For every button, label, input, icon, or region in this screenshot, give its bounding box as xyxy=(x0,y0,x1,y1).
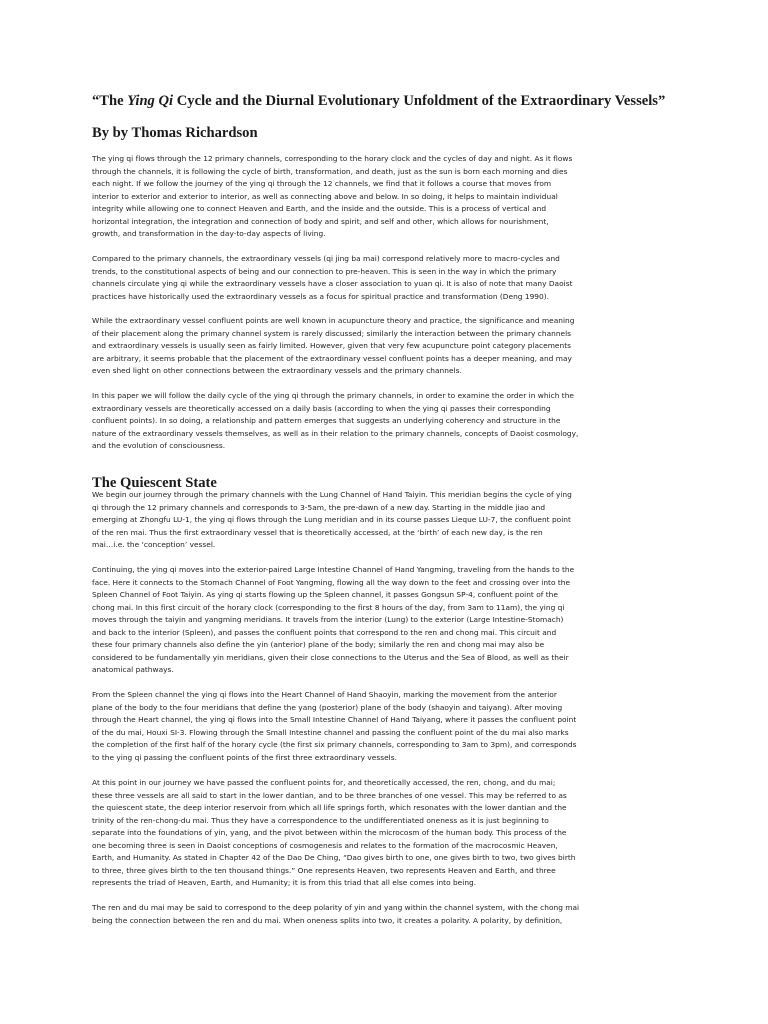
paragraph-extraordinary-vessels xyxy=(92,253,732,303)
paragraph-line: qi through the 12 primary channels and corresponds to 3-5am, the pre-dawn of a new day. Starting in the middle jiao and xyxy=(92,502,546,512)
paragraph-line: the quiescent state, the deep interior reservoir from which all life springs forth, which resonates with the lower dantian and the xyxy=(92,803,567,812)
paragraph-line: confluent points). In so doing, a relationship and pattern emerges that suggests an underlying coherency and structure in the xyxy=(92,416,561,425)
paragraph-line: to three, three gives birth to the ten thousand things.” One represents Heaven, two represents Heaven and Earth, and three xyxy=(92,865,556,875)
paragraph-line: Continuing, the ying qi moves into the exterior-paired Large Intestine Channel of Hand Yangming, traveling from the hands to the xyxy=(92,565,575,574)
paragraph-line: anatomical pathways. xyxy=(92,665,174,674)
title-text-start: “The xyxy=(92,93,128,109)
paragraph-line: through the Heart channel, the ying qi flows into the Small Intestine Channel of Hand Taiyang, where it passes the confluent point xyxy=(92,715,577,724)
paragraph-intro-ying-qi xyxy=(92,153,732,241)
paragraph-line: nature of the extraordinary vessels themselves, as well as in their relation to the primary channels, concepts of Daoist cosmology, xyxy=(92,428,579,438)
paragraph-line: practices have historically used the extraordinary vessels as a focus for spiritual practice and transformation (Deng 1990). xyxy=(92,291,550,301)
paragraph-line: Earth, and Humanity. As stated in Chapter 42 of the Dao De Ching, “Dao gives birth to one, one gives birth to two, two gives birth xyxy=(92,853,576,862)
paragraph-line: of their placement along the primary channel system is rarely discussed; similarly the interaction between the primary channels xyxy=(92,328,572,338)
paragraph-line: We begin our journey through the primary channels with the Lung Channel of Hand Taiyin. This meridian begins the cycle of ying xyxy=(92,490,572,499)
paragraph-line: of the du mai, Houxi SI-3. Flowing through the Small Intestine channel and passing the confluent point of the du mai also marks xyxy=(92,727,569,737)
paragraph-line: even shed light on other connections between the extraordinary vessels and the primary channels. xyxy=(92,366,462,375)
paragraph-quiescent-state xyxy=(92,777,732,890)
paragraph-line: these four primary channels also define the yin (anterior) plane of the body; similarly the ren and chong mai may also be xyxy=(92,640,545,649)
paragraph-line: chong mai. In this first circuit of the horary clock (corresponding to the first 8 hours of the day, from 3am to 11am), the ying qi xyxy=(92,602,565,612)
paragraph-line: are arbitrary, it seems probable that the placement of the extraordinary vessel confluent points has a deeper meaning, and may xyxy=(92,353,572,363)
paragraph-line: mai…i.e. the ‘conception’ vessel. xyxy=(92,540,216,549)
paragraph-line: each night. If we follow the journey of the ying qi through the 12 channels, we find that it follows a course that moves from xyxy=(92,179,552,188)
paragraph-line: From the Spleen channel the ying qi flows into the Heart Channel of Hand Shaoyin, marking the movement from the anterior xyxy=(92,690,557,699)
paragraph-line: In this paper we will follow the daily cycle of the ying qi through the primary channels, in order to examine the order in which the xyxy=(92,391,574,400)
paragraph-line: While the extraordinary vessel confluent points are well known in acupuncture theory and practice, the significance and meaning xyxy=(92,316,575,325)
paragraph-line: face. Here it connects to the Stomach Channel of Foot Yangming, flowing all the way down to the feet and crossing over into the xyxy=(92,577,571,587)
author-byline: By by Thomas Richardson xyxy=(92,125,258,141)
paragraph-line: trinity of the ren-chong-du mai. Thus they have a correspondence to the undifferentiated oneness as it is just beginning to xyxy=(92,815,549,825)
paragraph-line: extraordinary vessels are theoretically accessed on a daily basis (according to when the ying qi passes their corresponding xyxy=(92,403,551,413)
paragraph-line: The ren and du mai may be said to correspond to the deep polarity of yin and yang within the channel system, with the chong mai xyxy=(92,903,580,912)
paragraph-ren-du-polarity xyxy=(92,902,732,927)
paragraph-paper-scope xyxy=(92,390,732,453)
paragraph-line: through the channels, it is following the cycle of birth, transformation, and death, just as the sun is born each morning and dies xyxy=(92,166,568,176)
title-text-end: Cycle and the Diurnal Evolutionary Unfoldment of the Extraordinary Vessels” xyxy=(173,93,666,109)
paragraph-line: trends, to the constitutional aspects of being and our connection to pre-heaven. This is seen in the way in which the primary xyxy=(92,266,557,276)
paragraph-line: emerging at Zhongfu LU-1, the ying qi flows through the Lung meridian and in its course passes Lieque LU-7, the confluent point xyxy=(92,515,571,524)
paragraph-line: separate into the foundations of yin, yang, and the pivot between within the microcosm of the human body. This process of the xyxy=(92,828,567,837)
paragraph-line: to the ying qi passing the confluent points of the first three extraordinary vessels. xyxy=(92,752,397,762)
paragraph-line: of the ren mai. Thus the first extraordinary vessel that is theoretically accessed, at the ‘birth’ of each new day, is the ren xyxy=(92,527,543,537)
paragraph-line: and the evolution of consciousness. xyxy=(92,441,226,450)
paragraph-confluent-points xyxy=(92,315,732,378)
section-heading: The Quiescent State xyxy=(92,475,217,491)
paragraph-first-circuit xyxy=(92,564,732,677)
title-italic-term: Ying Qi xyxy=(127,93,174,109)
paragraph-heart-channel xyxy=(92,689,732,764)
paragraph-line: moves through the taiyin and yangming meridians. It travels from the interior (Lung) to the exterior (Large Intestine-Stomach) xyxy=(92,615,564,624)
paragraph-line: growth, and transformation in the day-to-day aspects of living. xyxy=(92,229,326,238)
paragraph-line: Compared to the primary channels, the extraordinary vessels (qi jing ba mai) correspond relatively more to macro-cycles and xyxy=(92,254,560,263)
paragraph-lung-channel xyxy=(92,489,732,552)
document-title xyxy=(92,92,732,110)
paragraph-line: The ying qi flows through the 12 primary channels, corresponding to the horary clock and the cycles of day and night. As it flows xyxy=(92,154,573,163)
paragraph-line: represents the triad of Heaven, Earth, and Humanity; it is from this triad that all else comes into being. xyxy=(92,878,477,887)
paragraph-line: integrity while allowing one to connect Heaven and Earth, and the inside and the outside. This is a process of vertical and xyxy=(92,204,547,213)
paragraph-line: and back to the interior (Spleen), and passes the confluent points that correspond to the ren and chong mai. This circuit and xyxy=(92,627,557,637)
paragraph-line: one becoming three is seen in Daoist conceptions of cosmogenesis and relates to the formation of the macrocosmic Heaven, xyxy=(92,840,558,850)
paragraph-line: At this point in our journey we have passed the confluent points for, and theoretically accessed, the ren, chong, and du mai; xyxy=(92,778,556,787)
paragraph-line: plane of the body to the four meridians that define the yang (posterior) plane of the body (shaoyin and taiyang). After moving xyxy=(92,702,563,712)
paragraph-line: channels circulate ying qi while the extraordinary vessels have a closer association to yuan qi. It is also of note that many Daoist xyxy=(92,279,573,288)
paragraph-line: the completion of the first half of the horary cycle (the first six primary channels, corresponding to 3am to 3pm), and corresponds xyxy=(92,740,577,749)
paragraph-line: these three vessels are all said to start in the lower dantian, and to be three branches of one vessel. This may be referred to as xyxy=(92,790,567,800)
paragraph-line: horizontal integration, the integration and connection of body and spirit, and self and other, which allows for nourishment, xyxy=(92,216,549,226)
paragraph-line: being the connection between the ren and du mai. When oneness splits into two, it creates a polarity. A polarity, by definition, xyxy=(92,915,563,925)
paragraph-line: interior to exterior and exterior to interior, as well as connecting above and below. In so doing, it helps to maintain individual xyxy=(92,191,558,201)
paragraph-line: considered to be fundamentally yin meridians, given their close connections to the Uterus and the Sea of Blood, as well as their xyxy=(92,652,569,662)
paragraph-line: Spleen Channel of Foot Taiyin. As ying qi starts flowing up the Spleen channel, it passes Gongsun SP-4, confluent point of the xyxy=(92,590,558,599)
paragraph-line: and extraordinary vessels is usually seen as fairly limited. However, given that very few acupuncture point category placements xyxy=(92,341,571,350)
